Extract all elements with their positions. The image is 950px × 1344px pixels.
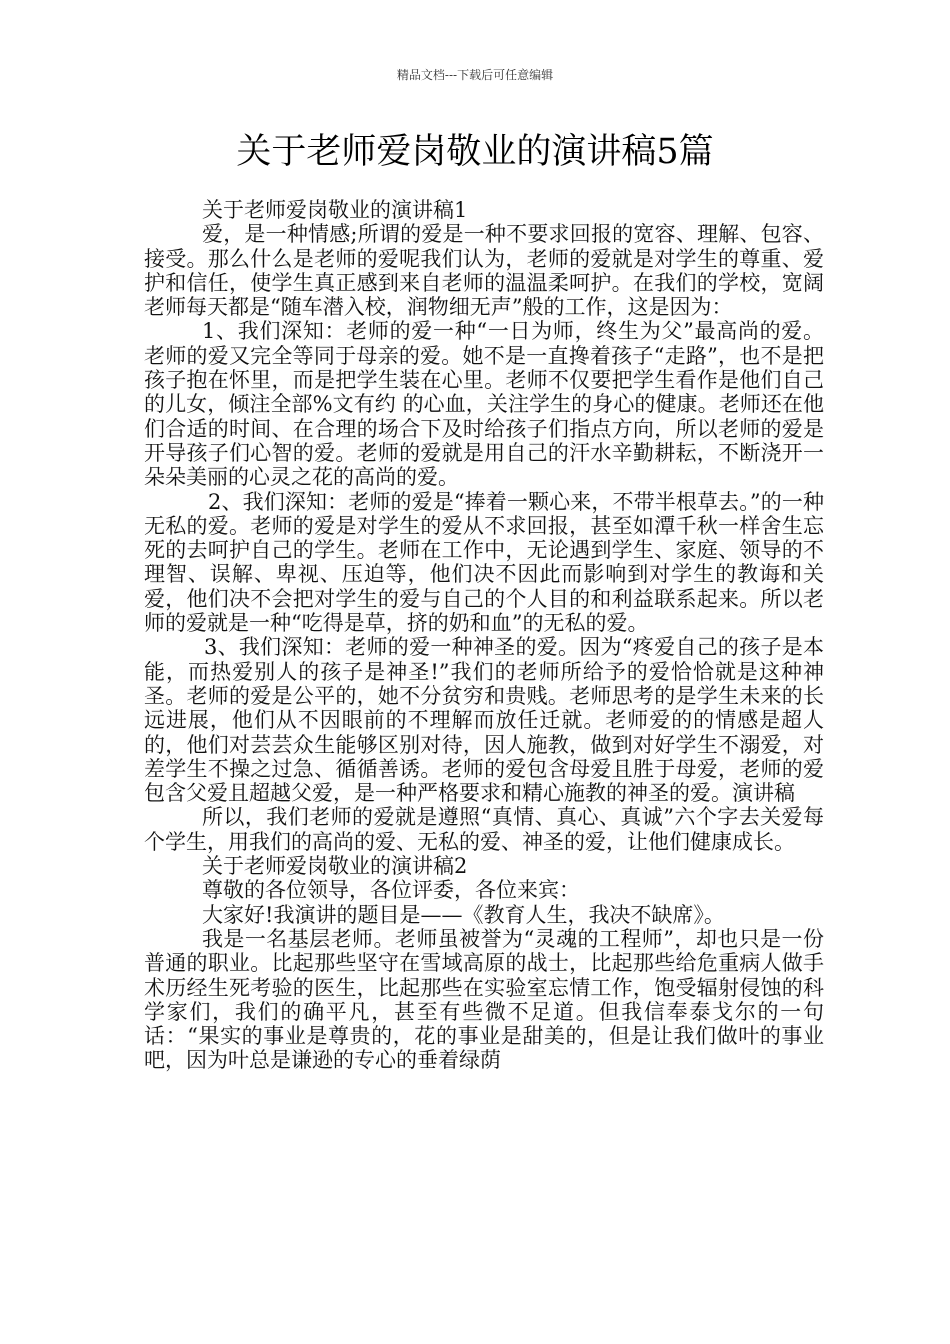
document-body — [144, 198, 824, 1073]
section-heading-2: 关于老师爱岗敬业的演讲稿2 — [202, 854, 468, 879]
paragraph-point-2: 2、我们深知：老师的爱是“捧着一颗心来，不带半根草去。”的一种无私的爱。老师的爱是对学生的爱从不求回报，甚至如潭千秋一样舍生忘死的去呵护自己的学生。老师在工作中，无论遇到学生、家庭、领导的不理智、误解、卑视、压迫等，他们决不因此而影响到对学生的教诲和关爱，他们决不会把对学生的爱与自己的个人目的和利益联系起来。所以老师的爱就是一种“吃得是草，挤的奶和血”的无私的爱。 — [144, 489, 824, 636]
paragraph-conclusion: 所以，我们老师的爱就是遵照“真情、真心、真诚”六个字去关爱每个学生，用我们的高尚的爱、无私的爱、神圣的爱，让他们健康成长。 — [144, 805, 824, 854]
paragraph-intro: 爱，是一种情感;所谓的爱是一种不要求回报的宽容、理解、包容、接受。那么什么是老师的爱呢我们认为，老师的爱就是对学生的尊重、爱护和信任，使学生真正感到来自老师的温温柔呵护。在我们的学校，宽阔老师每天都是“随车潜入校，润物细无声”般的工作，这是因为： — [144, 222, 824, 320]
paragraph-speech-body: 我是一名基层老师。老师虽被誉为“灵魂的工程师”，却也只是一份普通的职业。比起那些坚守在雪域高原的战士，比起那些给危重病人做手术历经生死考验的医生，比起那些在实验室忘情工作，饱受辐射侵蚀的科学家们，我们的确平凡，甚至有些微不足道。但我信奉泰戈尔的一句话：“果实的事业是尊贵的，花的事业是甜美的，但是让我们做叶的事业吧，因为叶总是谦逊的专心的垂着绿荫 — [144, 926, 824, 1073]
paragraph-point-1: 1、我们深知：老师的爱一种“一日为师，终生为父”最高尚的爱。老师的爱又完全等同于母亲的爱。她不是一直搀着孩子“走路”，也不是把孩子抱在怀里，而是把学生装在心里。老师不仅要把学生看作是他们自己的儿女，倾注全部%文有约 的心血，关注学生的身心的健康。老师还在他们合适的时间、在合理的场合下及时给孩子们指点方向，所以老师的爱是开导孩子们心智的爱。老师的爱就是用自己的汗水辛勤耕耘，不断浇开一朵朵美丽的心灵之花的高尚的爱。 — [144, 319, 824, 490]
paragraph-greeting: 大家好!我演讲的题目是——《教育人生，我决不缺席》。 — [202, 902, 725, 927]
document-title: 关于老师爱岗敬业的演讲稿5篇 — [236, 132, 714, 172]
section-heading-1: 关于老师爱岗敬业的演讲稿1 — [202, 198, 468, 222]
paragraph-point-3: 3、我们深知：老师的爱一种神圣的爱。因为“疼爱自己的孩子是本能，而热爱别人的孩子是神圣!”我们的老师所给予的爱恰恰就是这种神圣。老师的爱是公平的，她不分贫穷和贵贱。老师思考的是学生未来的长远进展，他们从不因眼前的不理解而放任迁就。老师爱的的情感是超人的，他们对芸芸众生能够区别对待，因人施教，做到对好学生不溺爱，对差学生不操之过急、循循善诱。老师的爱包含母爱且胜于母爱，老师的爱包含父爱且超越父爱，是一种严格要求和精心施教的神圣的爱。演讲稿 — [144, 635, 824, 806]
page-header: 精品文档---下载后可任意编辑 — [396, 68, 554, 82]
paragraph-salutation: 尊敬的各位领导，各位评委，各位来宾： — [202, 878, 580, 903]
